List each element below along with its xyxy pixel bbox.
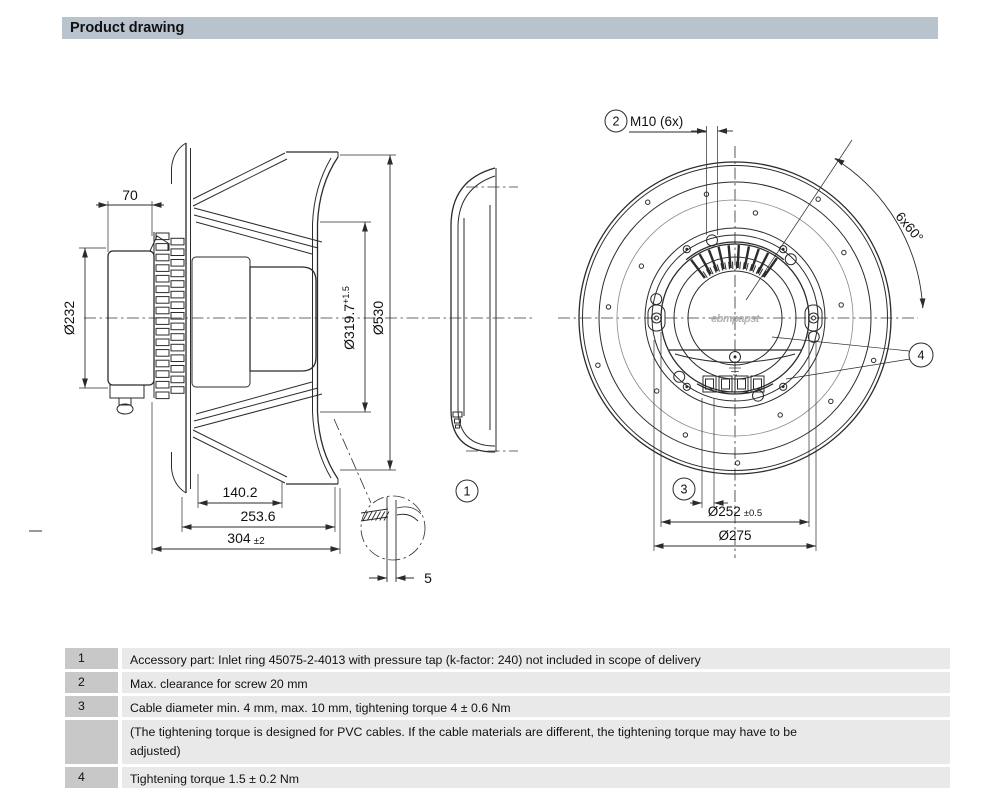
dim-140-label: 140.2	[222, 484, 258, 500]
dim-70-label: 70	[122, 187, 138, 203]
note-text: Accessory part: Inlet ring 45075-2-4013 with pressure tap (k-factor: 240) not included in scope of delivery	[122, 648, 950, 669]
page-title: Product drawing	[70, 20, 185, 36]
note-text: Tightening torque 1.5 ± 0.2 Nm	[122, 767, 950, 788]
note-text: Cable diameter min. 4 mm, max. 10 mm, tightening torque 4 ± 0.6 Nm	[122, 696, 950, 717]
detail-circle	[361, 496, 425, 560]
dim-d232-label: Ø232	[61, 300, 77, 336]
note-text: Max. clearance for screw 20 mm	[122, 672, 950, 693]
dim-304-label: 304 ±2	[227, 530, 265, 547]
note-row	[65, 767, 950, 788]
svg-text:1: 1	[463, 484, 471, 499]
detail-view	[334, 419, 432, 586]
page-margin-dash	[29, 530, 42, 532]
m10-label: M10 (6x)	[630, 114, 684, 129]
pressure-tap	[453, 412, 462, 417]
dim-5-label: 5	[424, 570, 432, 586]
inlet-ring-section	[451, 168, 518, 502]
note-number: 4	[65, 767, 118, 788]
dim-d275-label: Ø275	[718, 528, 752, 543]
brand-logo: ebmpapst	[711, 313, 759, 325]
dim-d319-label: $Ø319.7^{+1.5}$	[341, 286, 357, 350]
notes-table	[65, 648, 950, 791]
callout-4	[772, 337, 933, 379]
callout-1	[456, 480, 478, 502]
note-number: 1	[65, 648, 118, 669]
angle-dim-label: 6x60°	[892, 209, 927, 246]
side-view	[61, 143, 532, 554]
svg-text:4: 4	[917, 348, 925, 363]
note-row	[65, 720, 950, 764]
note-text: (The tightening torque is designed for PVC cables. If the cable materials are different, the tightening torque may have to be adjusted)	[122, 720, 950, 764]
callout-2	[605, 110, 733, 235]
svg-text:2: 2	[612, 114, 620, 129]
note-row	[65, 696, 950, 717]
dim-d530-label: Ø530	[370, 300, 386, 336]
dim-d252-label: Ø252 ±0.5	[707, 504, 763, 519]
dim-253-label: 253.6	[240, 508, 276, 524]
note-row	[65, 672, 950, 693]
terminal-box	[110, 385, 144, 398]
note-number: 2	[65, 672, 118, 693]
note-number	[65, 720, 118, 764]
note-number: 3	[65, 696, 118, 717]
svg-text:3: 3	[680, 482, 688, 497]
front-view	[558, 110, 933, 558]
note-row	[65, 648, 950, 669]
